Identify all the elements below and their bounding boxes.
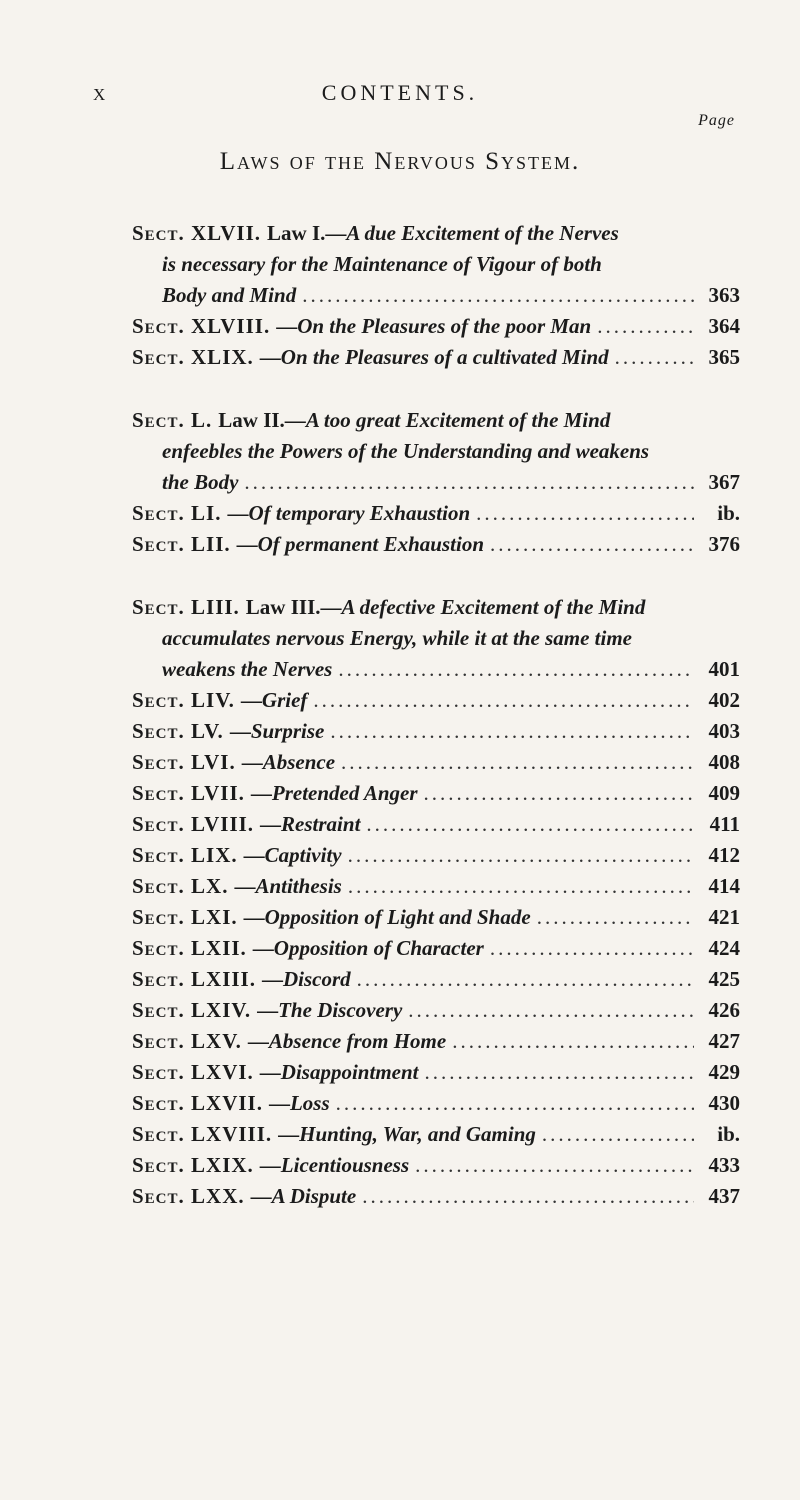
entry-prefix: —	[234, 874, 256, 898]
dot-leader	[341, 747, 694, 778]
toc-entry	[132, 592, 740, 685]
entry-title: Opposition of Character	[273, 936, 484, 960]
toc-entry-line	[132, 467, 740, 498]
toc-entry-line	[132, 405, 740, 436]
running-head	[0, 80, 800, 110]
toc-entry-line	[132, 311, 740, 342]
toc-entry-line	[132, 592, 740, 623]
toc-entry-line	[132, 1181, 740, 1212]
toc-entry-line	[132, 995, 740, 1026]
dot-leader	[330, 716, 694, 747]
page-column-label: Page	[698, 112, 735, 129]
section-number: Sect. LXX.	[132, 1184, 245, 1208]
toc-entry	[132, 498, 740, 529]
toc-entry-line	[132, 436, 740, 467]
entry-prefix: —	[250, 1184, 272, 1208]
dot-leader	[424, 778, 694, 809]
toc-entry	[132, 809, 740, 840]
entry-title: Absence	[262, 750, 336, 774]
entry-page-number: 433	[708, 1153, 740, 1177]
entry-prefix: —	[260, 812, 282, 836]
toc-entry-line	[132, 809, 740, 840]
entry-title: On the Pleasures of the poor Man	[297, 314, 592, 338]
dot-leader	[244, 467, 694, 498]
entry-page-number: 364	[708, 314, 740, 338]
toc-entry-line	[132, 1088, 740, 1119]
dot-leader	[357, 964, 694, 995]
entry-page-number: 402	[708, 688, 740, 712]
toc-entry-line	[132, 1057, 740, 1088]
toc-entry-line	[132, 1119, 740, 1150]
dot-leader	[476, 498, 694, 529]
entry-page-number: 367	[708, 470, 740, 494]
entry-page-number: ib.	[717, 501, 740, 525]
section-number: Sect. LXII.	[132, 936, 247, 960]
toc-entry-line	[132, 654, 740, 685]
entry-title: Surprise	[250, 719, 325, 743]
section-number: Sect. LII.	[132, 532, 231, 556]
dot-leader	[336, 1088, 694, 1119]
toc-entry	[132, 1181, 740, 1212]
entry-page-number: 411	[709, 812, 740, 836]
section-number: Sect. XLIX.	[132, 345, 254, 369]
toc-entry	[132, 311, 740, 342]
toc-entry-line	[132, 747, 740, 778]
section-number: Sect. LIII.	[132, 595, 240, 619]
entry-title: Disappointment	[280, 1060, 419, 1084]
entry-prefix: —	[276, 314, 298, 338]
dot-leader	[615, 342, 694, 373]
section-number: Sect. LXI.	[132, 905, 238, 929]
entry-page-number: 376	[708, 532, 740, 556]
entry-title: Licentiousness	[280, 1153, 410, 1177]
entry-title: Pretended Anger	[271, 781, 418, 805]
toc-entry-line	[132, 964, 740, 995]
section-number: Sect. LI.	[132, 501, 222, 525]
entry-page-number: 401	[708, 657, 740, 681]
entry-prefix: —	[252, 936, 274, 960]
section-number: Sect. LIX.	[132, 843, 238, 867]
entry-page-number: 408	[708, 750, 740, 774]
running-title: CONTENTS.	[321, 80, 479, 105]
dot-leader	[302, 280, 694, 311]
toc-entry-line	[132, 716, 740, 747]
dot-leader	[366, 809, 694, 840]
entry-page-number: 403	[708, 719, 740, 743]
toc-entry	[132, 405, 740, 498]
toc-entry	[132, 1119, 740, 1150]
dot-leader	[415, 1150, 694, 1181]
entry-prefix: —	[240, 688, 262, 712]
toc-entry	[132, 1150, 740, 1181]
section-number: Sect. LV.	[132, 719, 224, 743]
toc-entry-line	[132, 840, 740, 871]
toc-entry	[132, 716, 740, 747]
toc-entry-line	[132, 778, 740, 809]
dot-leader	[490, 529, 694, 560]
toc-entry	[132, 871, 740, 902]
toc-entry-line	[132, 1150, 740, 1181]
entry-prefix: —	[261, 967, 283, 991]
entry-page-number: 409	[708, 781, 740, 805]
section-number: Sect. LVIII.	[132, 812, 255, 836]
dot-leader	[537, 902, 694, 933]
section-number: Sect. LXIX.	[132, 1153, 254, 1177]
entry-prefix: Law I.—	[267, 221, 347, 245]
section-number: Sect. XLVIII.	[132, 314, 271, 338]
section-number: Sect. LVII.	[132, 781, 245, 805]
section-number: Sect. LXVII.	[132, 1091, 263, 1115]
dot-leader	[452, 1026, 694, 1057]
entry-page-number: 363	[708, 283, 740, 307]
entry-prefix: Law II.—	[218, 408, 306, 432]
entry-title: Restraint	[281, 812, 361, 836]
entry-prefix: —	[247, 1029, 269, 1053]
entry-title: Absence from Home	[268, 1029, 447, 1053]
entry-prefix: —	[227, 501, 249, 525]
entry-title: Hunting, War, and Gaming	[299, 1122, 536, 1146]
toc-entry-line	[132, 249, 740, 280]
toc-entry-line	[132, 218, 740, 249]
entry-title: weakens the Nerves	[162, 657, 333, 681]
entry-page-number: 412	[708, 843, 740, 867]
toc-entry	[132, 840, 740, 871]
entry-prefix: —	[259, 1060, 281, 1084]
section-number: Sect. LVI.	[132, 750, 236, 774]
entry-title: Grief	[261, 688, 308, 712]
entry-page-number: 365	[708, 345, 740, 369]
entry-page-number: 424	[708, 936, 740, 960]
entry-page-number: 430	[708, 1091, 740, 1115]
toc-entry-line	[132, 280, 740, 311]
entry-title: Body and Mind	[162, 283, 297, 307]
toc-entry	[132, 933, 740, 964]
entry-title: A due Excitement of the Nerves	[346, 221, 619, 245]
entry-title: On the Pleasures of a cultivated Mind	[280, 345, 609, 369]
entry-prefix: —	[278, 1122, 300, 1146]
entry-page-number: ib.	[717, 1122, 740, 1146]
toc-entry	[132, 1026, 740, 1057]
entry-title: enfeebles the Powers of the Understanding and weakens	[162, 439, 650, 463]
entry-prefix: —	[236, 532, 258, 556]
toc-entry-line	[132, 342, 740, 373]
entry-prefix: Law III.—	[245, 595, 342, 619]
entry-page-number: 414	[708, 874, 740, 898]
dot-leader	[597, 311, 694, 342]
entry-prefix: —	[257, 998, 279, 1022]
entry-title: Captivity	[264, 843, 342, 867]
section-number: Sect. LXVIII.	[132, 1122, 273, 1146]
section-number: Sect. L.	[132, 408, 213, 432]
toc-entry-line	[132, 498, 740, 529]
entry-title: Of temporary Exhaustion	[248, 501, 471, 525]
entry-title: A Dispute	[271, 1184, 357, 1208]
toc-entry-line	[132, 933, 740, 964]
toc-entry-line	[132, 623, 740, 654]
toc-entry-line	[132, 529, 740, 560]
toc-entry	[132, 685, 740, 716]
entry-prefix: —	[268, 1091, 290, 1115]
entry-title: accumulates nervous Energy, while it at the same time	[162, 626, 632, 650]
entry-title: The Discovery	[278, 998, 403, 1022]
section-number: Sect. LX.	[132, 874, 229, 898]
section-number: Sect. XLVII.	[132, 221, 262, 245]
section-number: Sect. LXV.	[132, 1029, 242, 1053]
entry-title: A defective Excitement of the Mind	[341, 595, 646, 619]
contents-list	[132, 218, 740, 1212]
entry-page-number: 427	[708, 1029, 740, 1053]
toc-entry-line	[132, 685, 740, 716]
entry-page-number: 437	[708, 1184, 740, 1208]
dot-leader	[425, 1057, 695, 1088]
dot-leader	[348, 840, 694, 871]
entry-title: Discord	[282, 967, 351, 991]
entry-page-number: 421	[708, 905, 740, 929]
section-number: Sect. LIV.	[132, 688, 235, 712]
dot-leader	[542, 1119, 694, 1150]
entry-title: is necessary for the Maintenance of Vigour of both	[162, 252, 602, 276]
entry-prefix: —	[250, 781, 272, 805]
toc-entry	[132, 902, 740, 933]
dot-leader	[490, 933, 694, 964]
toc-entry	[132, 342, 740, 373]
entry-title: A too great Excitement of the Mind	[305, 408, 611, 432]
toc-entry	[132, 778, 740, 809]
dot-leader	[338, 654, 694, 685]
page-number: x	[93, 80, 107, 106]
entry-title: Loss	[289, 1091, 330, 1115]
section-number: Sect. LXVI.	[132, 1060, 254, 1084]
entry-title: the Body	[162, 470, 239, 494]
entry-page-number: 429	[708, 1060, 740, 1084]
entry-title: Antithesis	[255, 874, 342, 898]
toc-entry	[132, 1057, 740, 1088]
section-heading: Laws of the Nervous System.	[219, 148, 581, 175]
entry-prefix: —	[259, 345, 281, 369]
toc-entry	[132, 218, 740, 311]
toc-entry	[132, 964, 740, 995]
toc-entry-line	[132, 871, 740, 902]
dot-leader	[313, 685, 694, 716]
entry-page-number: 426	[708, 998, 740, 1022]
entry-prefix: —	[259, 1153, 281, 1177]
toc-entry	[132, 1088, 740, 1119]
entry-prefix: —	[243, 905, 265, 929]
entry-page-number: 425	[708, 967, 740, 991]
toc-entry	[132, 529, 740, 560]
dot-leader	[348, 871, 694, 902]
toc-entry	[132, 747, 740, 778]
section-number: Sect. LXIV.	[132, 998, 252, 1022]
toc-entry-line	[132, 1026, 740, 1057]
entry-title: Of permanent Exhaustion	[257, 532, 485, 556]
toc-entry-line	[132, 902, 740, 933]
dot-leader	[362, 1181, 694, 1212]
section-number: Sect. LXIII.	[132, 967, 256, 991]
dot-leader	[408, 995, 694, 1026]
toc-entry	[132, 995, 740, 1026]
entry-title: Opposition of Light and Shade	[264, 905, 531, 929]
entry-prefix: —	[243, 843, 265, 867]
entry-prefix: —	[241, 750, 263, 774]
entry-prefix: —	[229, 719, 251, 743]
